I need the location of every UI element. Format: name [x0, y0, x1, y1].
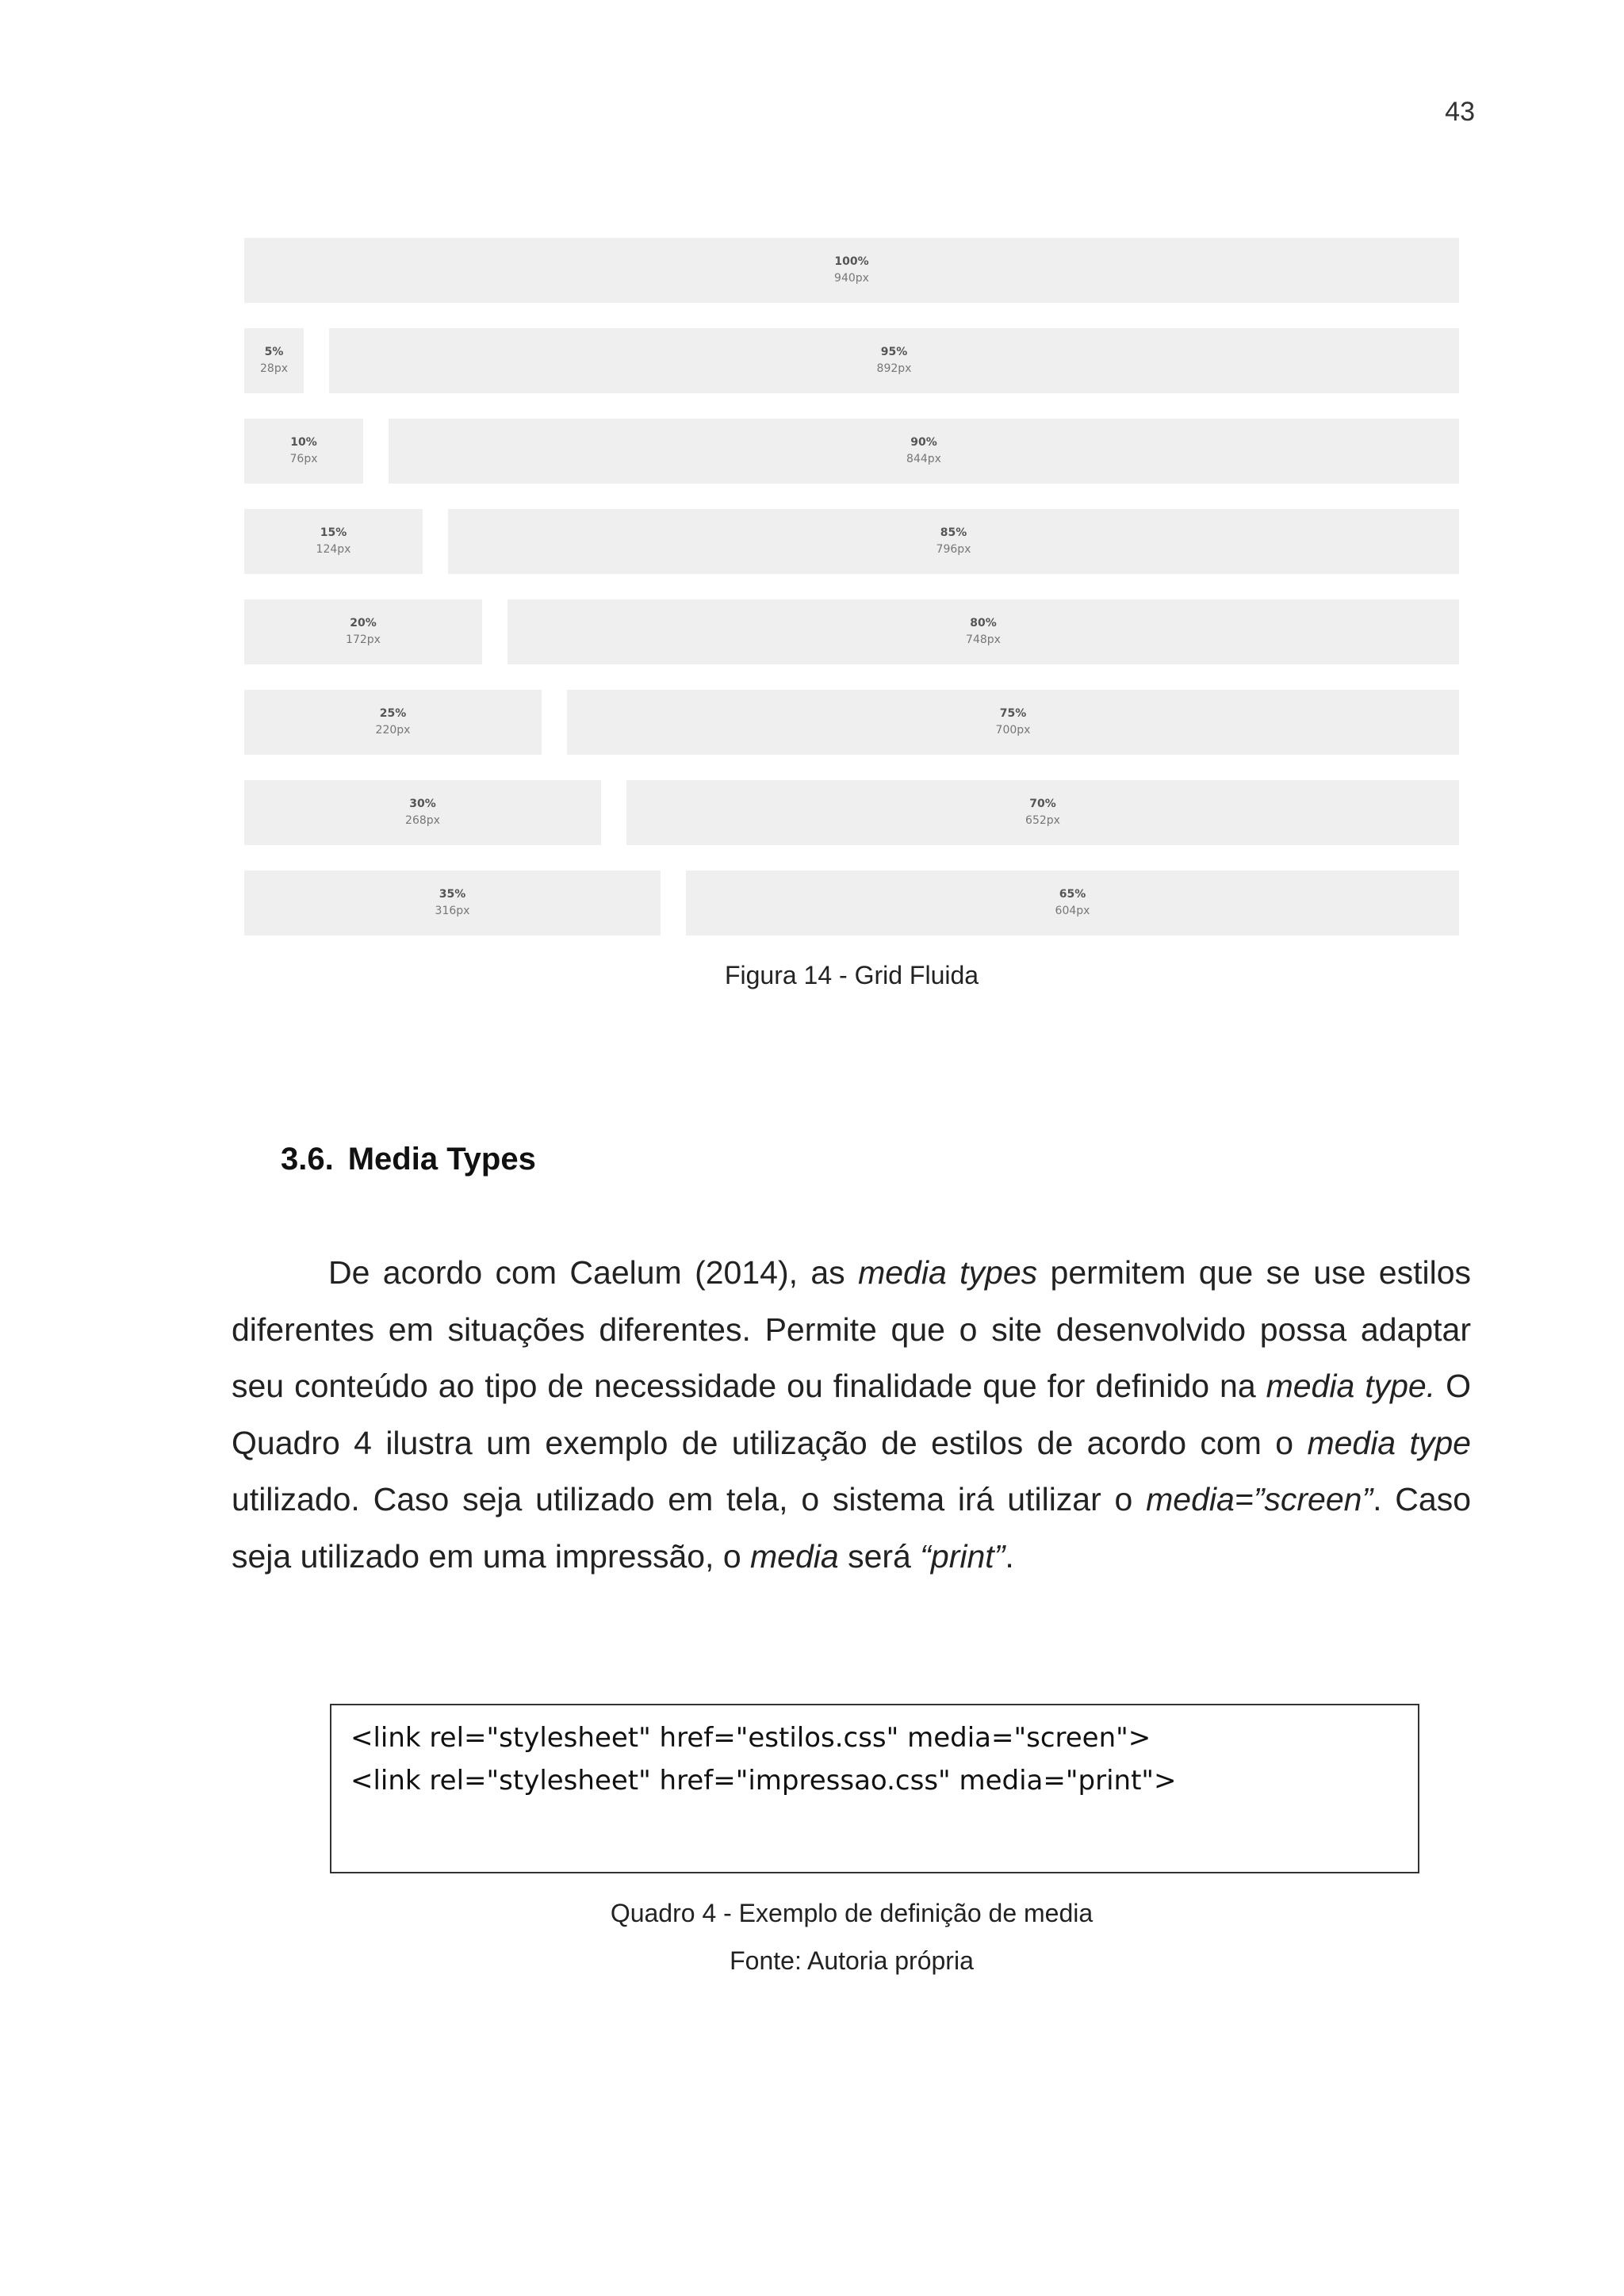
- grid-cell-pixels: 316px: [435, 905, 470, 917]
- paragraph-line: [232, 1245, 1471, 1302]
- grid-cell-percent: 20%: [350, 617, 377, 629]
- text-run: .: [1005, 1537, 1014, 1575]
- grid-cell-percent: 30%: [409, 798, 436, 810]
- code-line: <link rel="stylesheet" href="impressao.css" media="print">: [350, 1765, 1177, 1797]
- grid-cell: [508, 599, 1459, 664]
- paragraph-line: [232, 1471, 1471, 1529]
- grid-cell: [244, 419, 363, 484]
- paragraph-line: [232, 1302, 1471, 1359]
- paragraph-line: [232, 1415, 1471, 1472]
- grid-row: [244, 690, 1459, 755]
- grid-cell-percent: 70%: [1029, 798, 1056, 810]
- italic-term: “print”: [920, 1537, 1005, 1575]
- grid-cell-pixels: 700px: [995, 724, 1031, 737]
- fluid-grid-figure: [244, 238, 1459, 937]
- italic-term: media: [750, 1537, 839, 1575]
- grid-cell-pixels: 124px: [316, 543, 351, 556]
- grid-cell: [244, 871, 661, 936]
- grid-cell-percent: 25%: [379, 707, 407, 720]
- grid-cell-pixels: 172px: [346, 633, 381, 646]
- grid-cell: [244, 238, 1459, 303]
- box-caption: Quadro 4 - Exemplo de definição de media: [610, 1899, 1094, 1927]
- text-run: utilizado. Caso seja utilizado em tela, o sistema irá utilizar o: [232, 1481, 1147, 1517]
- grid-cell: [389, 419, 1459, 484]
- text-run: permitem que se use estilos: [1037, 1254, 1471, 1291]
- paragraph-line: [232, 1529, 1471, 1586]
- grid-cell: [626, 780, 1459, 845]
- box-source: Fonte: Autoria própria: [730, 1946, 974, 1975]
- grid-cell-pixels: 796px: [936, 543, 971, 556]
- paragraph-line: [232, 1358, 1471, 1415]
- grid-cell-percent: 75%: [999, 707, 1027, 720]
- grid-cell: [329, 328, 1459, 393]
- italic-term: media type.: [1266, 1368, 1436, 1404]
- grid-cell-pixels: 220px: [375, 724, 411, 737]
- grid-cell-pixels: 28px: [260, 362, 288, 375]
- text-run: Quadro 4 ilustra um exemplo de utilização de estilos de acordo com o: [232, 1424, 1308, 1461]
- grid-cell: [686, 871, 1459, 936]
- code-box: [330, 1704, 1419, 1873]
- text-run: O: [1435, 1368, 1471, 1404]
- grid-cell-percent: 100%: [834, 255, 869, 268]
- grid-cell-percent: 15%: [320, 526, 347, 539]
- grid-row: [244, 871, 1459, 936]
- grid-row: [244, 419, 1459, 484]
- grid-cell: [244, 599, 482, 664]
- text-run: seu conteúdo ao tipo de necessidade ou finalidade que for definido na: [232, 1368, 1266, 1404]
- grid-cell: [567, 690, 1459, 755]
- body-paragraph: [232, 1245, 1471, 1585]
- italic-term: media type: [1307, 1424, 1471, 1461]
- grid-cell-percent: 95%: [880, 346, 908, 358]
- italic-term: media=”screen”: [1146, 1481, 1373, 1517]
- grid-cell-percent: 80%: [970, 617, 997, 629]
- text-run: diferentes em situações diferentes. Permite que o site desenvolvido possa adaptar: [232, 1311, 1471, 1348]
- grid-cell-percent: 5%: [264, 346, 284, 358]
- text-run: seja utilizado em uma impressão, o: [232, 1537, 751, 1575]
- grid-cell-percent: 85%: [940, 526, 967, 539]
- grid-row: [244, 238, 1459, 303]
- grid-cell-pixels: 892px: [876, 362, 912, 375]
- grid-cell-pixels: 76px: [289, 453, 318, 465]
- grid-cell-percent: 90%: [910, 436, 937, 449]
- grid-cell-percent: 10%: [290, 436, 317, 449]
- grid-cell-pixels: 652px: [1025, 814, 1060, 827]
- grid-cell-pixels: 940px: [834, 272, 869, 285]
- text-run: De acordo com Caelum (2014), as: [328, 1254, 859, 1291]
- grid-cell-percent: 65%: [1059, 888, 1086, 901]
- grid-cell: [244, 780, 601, 845]
- page-number: 43: [1445, 97, 1475, 127]
- figure-caption: Figura 14 - Grid Fluida: [724, 961, 979, 989]
- grid-cell-percent: 35%: [439, 888, 466, 901]
- section-number: 3.6.: [281, 1142, 334, 1177]
- grid-row: [244, 780, 1459, 845]
- code-line: <link rel="stylesheet" href="estilos.css" media="screen">: [350, 1722, 1151, 1754]
- grid-row: [244, 328, 1459, 393]
- section-heading: [281, 1142, 536, 1177]
- grid-cell: [448, 509, 1459, 574]
- grid-cell-pixels: 748px: [966, 633, 1001, 646]
- grid-cell: [244, 509, 423, 574]
- italic-term: media types: [858, 1254, 1038, 1291]
- section-title: Media Types: [347, 1142, 536, 1177]
- text-run: será: [838, 1537, 921, 1575]
- grid-cell: [244, 690, 542, 755]
- grid-cell-pixels: 844px: [906, 453, 941, 465]
- text-run: . Caso: [1373, 1481, 1471, 1517]
- grid-row: [244, 509, 1459, 574]
- grid-cell-pixels: 268px: [405, 814, 440, 827]
- grid-row: [244, 599, 1459, 664]
- grid-cell-pixels: 604px: [1055, 905, 1090, 917]
- grid-cell: [244, 328, 304, 393]
